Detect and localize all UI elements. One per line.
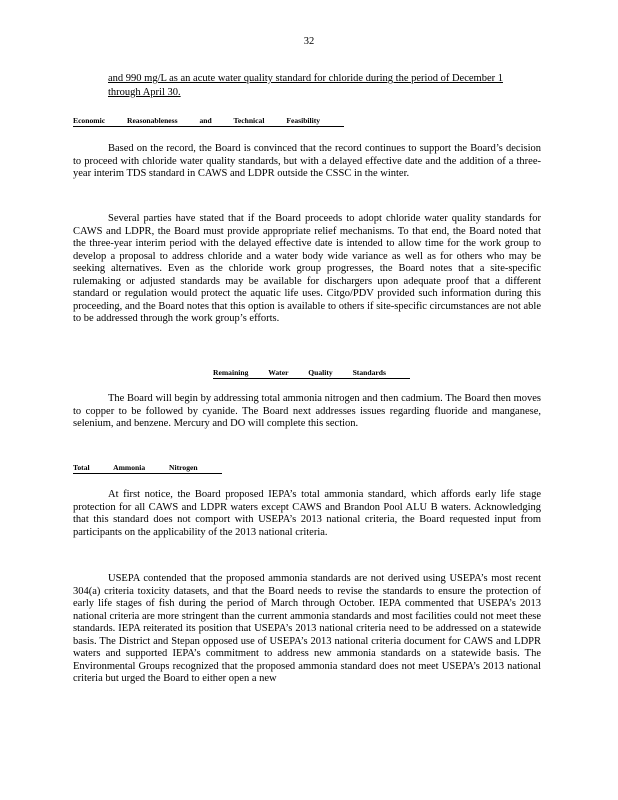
paragraph-text: The Board will begin by addressing total ammonia nitrogen and then cadmium. The Board then moves to copper to be followed by cyanide. The Board next addresses issues regarding fluoride and manganese, selenium, and benzene. Mercury and DO will complete this section. <box>73 393 541 429</box>
paragraph-5 <box>73 573 541 686</box>
heading-remaining-standards: Remaining Water Quality Standards <box>213 368 410 379</box>
paragraph-4 <box>73 489 541 539</box>
paragraph-1 <box>73 143 541 181</box>
heading-total-ammonia: Total Ammonia Nitrogen <box>73 463 222 474</box>
paragraph-text: Several parties have stated that if the Board proceeds to adopt chloride water quality standards for CAWS and LDPR, the Board must provide appropriate relief mechanisms. To that end, the Board noted that the three-year interim period with the delayed effective date is intended to allow time for the work group to develop a proposal to address chloride and a water body wide variance as well as for others who may be seeking alternatives. Even as the chloride work group progresses, the Board notes that a site-specific rulemaking or adjusted standards may be available for dischargers upon adequate proof that a different standard or regulation would protect the aquatic life uses. Citgo/PDV provided such information during this proceeding, and the Board notes that this option is available to others if site-specific circumstances are not able to be addressed through the work group’s efforts. <box>73 213 541 324</box>
page-number: 32 <box>303 36 315 47</box>
paragraph-3 <box>73 393 541 431</box>
paragraph-text: Based on the record, the Board is convinced that the record continues to support the Board’s decision to proceed with chloride water quality standards, but with a delayed effective date and the addition of a three-year interim TDS standard in CAWS and LDPR outside the CSSC in the winter. <box>73 143 541 179</box>
heading-economic-reasonableness: Economic Reasonableness and Technical Feasibility <box>73 116 344 127</box>
intro-text: and 990 mg/L as an acute water quality standard for chloride during the period of December 1 through April 30. <box>108 73 503 98</box>
paragraph-text: USEPA contended that the proposed ammonia standards are not derived using USEPA’s most recent 304(a) criteria toxicity datasets, and that the Board needs to revise the standards to ensure the protection of early life stages of fish during the period of March through October. IEPA commented that USEPA’s 2013 national criteria are more stringent than the current ammonia standards and most facilities could not meet these standards. IEPA reiterated its position that USEPA’s 2013 national criteria need to be addressed on a statewide basis. The District and Stepan opposed use of USEPA’s 2013 national criteria document for CAWS and LDPR waters and supported IEPA’s commitment to address new ammonia standards on a statewide basis. The Environmental Groups recognized that the proposed ammonia standard does not meet USEPA’s 2013 national criteria but urged the Board to either open a new <box>73 573 541 684</box>
paragraph-2 <box>73 213 541 326</box>
paragraph-text: At first notice, the Board proposed IEPA’s total ammonia standard, which affords early life stage protection for all CAWS and LDPR waters except CAWS and Brandon Pool ALU B waters. Acknowledging that this standard does not comport with USEPA’s 2013 national criteria, the Board requested input from participants on the applicability of the 2013 national criteria. <box>73 489 541 538</box>
